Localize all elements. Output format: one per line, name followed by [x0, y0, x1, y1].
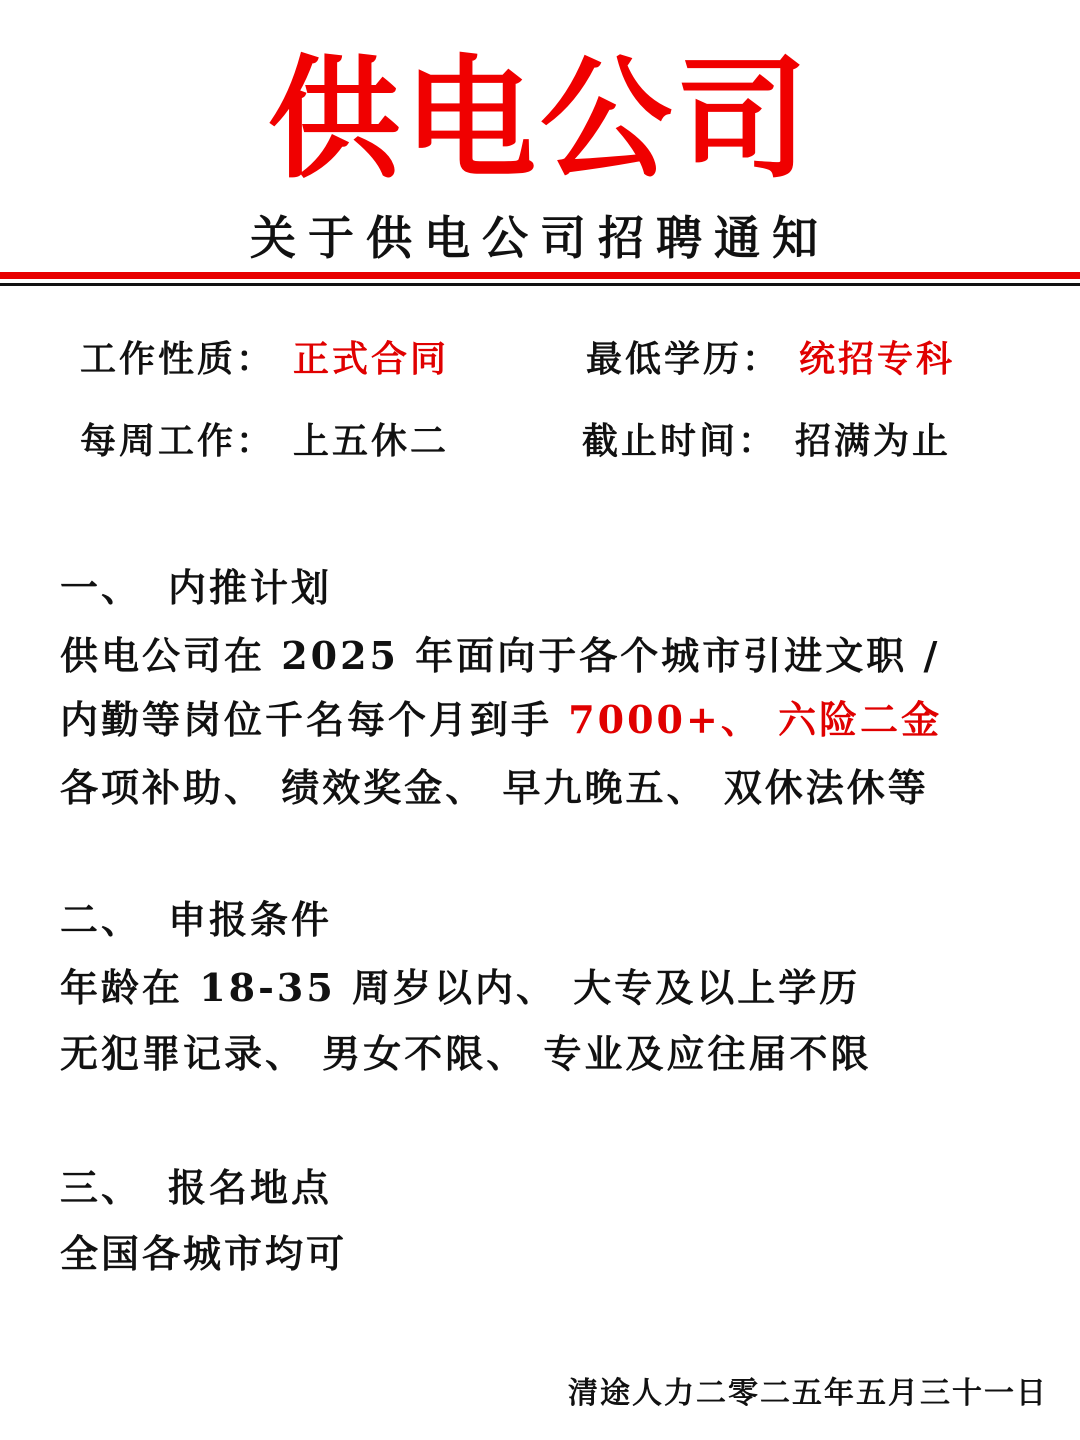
- info-min-education: [586, 334, 955, 384]
- line-text: 供电公司在 2025 年面向于各个城市引进文职 /: [60, 633, 941, 678]
- section-heading-1: [60, 560, 332, 616]
- section-1-line-3: [60, 758, 929, 818]
- info-deadline-label: 截止时间：: [582, 420, 778, 462]
- info-min-education-value: 统招专科: [799, 338, 956, 380]
- document-subtitle: 关于供电公司招聘通知: [250, 211, 830, 265]
- section-heading-3: [60, 1160, 332, 1216]
- info-weekly-work: [80, 416, 449, 466]
- section-heading-2: [60, 892, 332, 948]
- black-divider: [0, 283, 1080, 286]
- document-title: 供电公司: [268, 43, 812, 197]
- red-divider: [0, 272, 1080, 279]
- info-job-type-label: 工作性质：: [80, 338, 276, 380]
- info-deadline: [582, 416, 951, 466]
- section-2-line-2: [60, 1024, 871, 1084]
- info-deadline-value: 招满为止: [795, 420, 952, 462]
- salary-highlight: 7000+、 六险二金: [568, 697, 943, 742]
- section-1-line-1: [60, 626, 940, 686]
- line-text: 全国各城市均可: [60, 1231, 348, 1276]
- line-text: 无犯罪记录、 男女不限、 专业及应往届不限: [60, 1031, 872, 1076]
- line-text: 年龄在 18-35 周岁以内、 大专及以上学历: [60, 965, 861, 1010]
- info-min-education-label: 最低学历：: [586, 338, 782, 380]
- info-job-type: [80, 334, 449, 384]
- section-title: 内推计划: [168, 565, 333, 610]
- section-1-line-2: [60, 690, 942, 750]
- line-text: 内勤等岗位千名每个月到手: [60, 697, 569, 742]
- signature-date: 清途人力二零二五年五月三十一日: [568, 1376, 1048, 1411]
- section-2-line-1: [60, 958, 860, 1018]
- section-3-line-1: [60, 1224, 347, 1284]
- section-title: 申报条件: [168, 897, 333, 942]
- line-text: 各项补助、 绩效奖金、 早九晚五、 双休法休等: [60, 765, 929, 810]
- section-number: 二、: [60, 897, 143, 942]
- info-job-type-value: 正式合同: [293, 338, 450, 380]
- section-title: 报名地点: [168, 1165, 333, 1210]
- section-number: 三、: [60, 1165, 143, 1210]
- info-weekly-work-label: 每周工作：: [80, 420, 276, 462]
- info-weekly-work-value: 上五休二: [293, 420, 450, 462]
- section-number: 一、: [60, 565, 143, 610]
